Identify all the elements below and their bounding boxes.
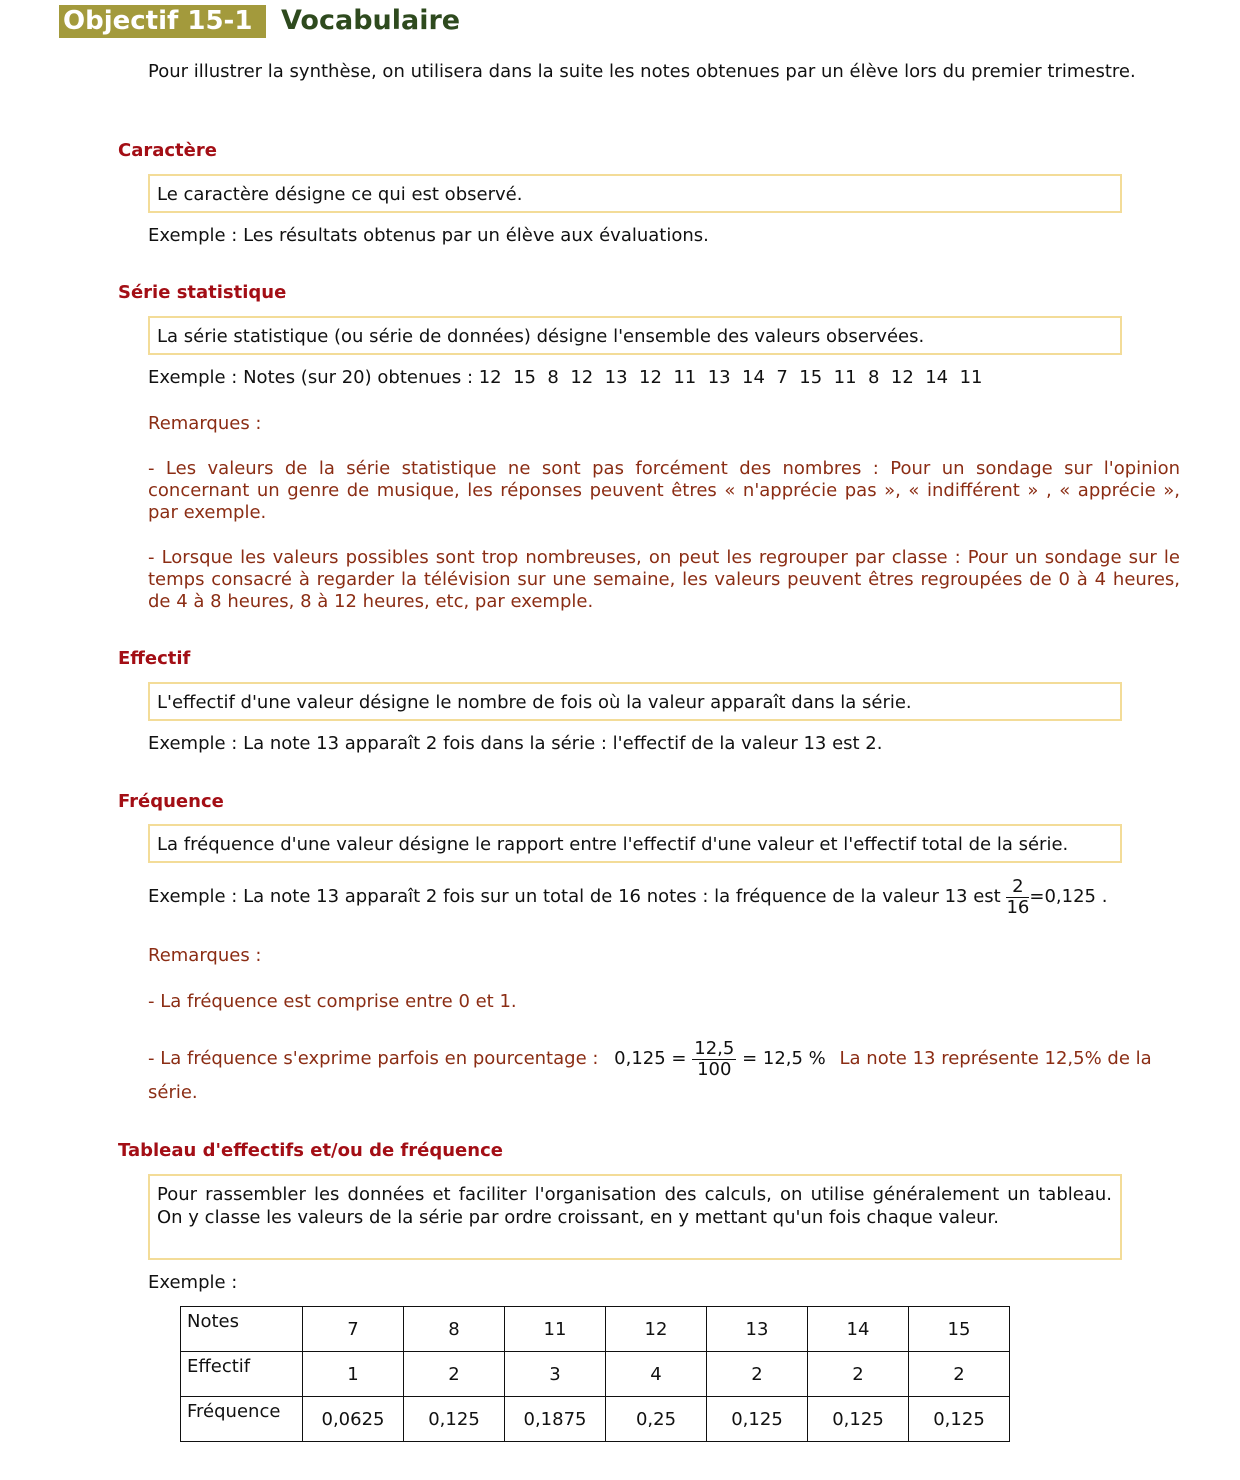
table-row-notes [181, 1307, 1010, 1352]
table-cell: 15 [909, 1307, 1010, 1352]
tableau-definition-box [148, 1174, 1122, 1260]
table-cell: 4 [606, 1352, 707, 1397]
frequence-definition-box [148, 824, 1122, 863]
fraction-denominator: 100 [697, 1058, 732, 1080]
tableau-example: Exemple : [148, 1272, 238, 1293]
fraction-12-5-100 [692, 1039, 736, 1080]
tableau-definition: Pour rassembler les données et faciliter l'organisation des calculs, on utilise généralement un tableau. On y classe les valeurs de la série par ordre croissant, en y mettant qu'un fois chaque valeur. [157, 1184, 1112, 1228]
serie-remark-2: - Lorsque les valeurs possibles sont trop nombreuses, on peut les regrouper par classe : Pour un sondage sur le temps consacré à regarder la télévision sur une semaine, les valeurs peuvent êtres regroupées de 0 à 4 heures, de 4 à 8 heures, 8 à 12 heures, etc, par exemple. [148, 547, 1180, 612]
frequence-remark-1: - La fréquence est comprise entre 0 et 1. [148, 991, 517, 1012]
table-cell: 0,25 [606, 1397, 707, 1442]
row-header: Effectif [181, 1352, 303, 1397]
intro-paragraph: Pour illustrer la synthèse, on utilisera dans la suite les notes obtenues par un élève lors du premier trimestre. [148, 61, 1136, 82]
frequence-remark-2-end: série. [148, 1082, 198, 1103]
table-cell: 3 [505, 1352, 606, 1397]
fraction-numerator: 2 [1006, 877, 1029, 898]
tableau-heading: Tableau d'effectifs et/ou de fréquence [118, 1140, 503, 1161]
serie-heading: Série statistique [118, 282, 287, 303]
table-cell: 14 [808, 1307, 909, 1352]
table-cell: 2 [404, 1352, 505, 1397]
effectif-example: Exemple : La note 13 apparaît 2 fois dans la série : l'effectif de la valeur 13 est 2. [148, 733, 883, 754]
row-header: Fréquence [181, 1397, 303, 1442]
fraction-2-16 [1006, 877, 1029, 918]
table-cell: 13 [707, 1307, 808, 1352]
table-cell: 0,0625 [303, 1397, 404, 1442]
frequence-remark-2-tail: La note 13 représente 12,5% de la [839, 1048, 1152, 1069]
frequence-remark-2 [148, 1036, 1152, 1082]
table-cell: 0,125 [707, 1397, 808, 1442]
frequence-definition: La fréquence d'une valeur désigne le rapport entre l'effectif d'une valeur et l'effectif total de la série. [157, 834, 1069, 855]
caractere-definition-box [148, 174, 1122, 213]
frequence-example [148, 873, 1107, 921]
table-cell: 12 [606, 1307, 707, 1352]
objective-badge: Objectif 15-1 [59, 5, 266, 38]
frequence-heading: Fréquence [118, 791, 224, 812]
frequence-example-end: . [1101, 886, 1108, 907]
serie-definition-box [148, 316, 1122, 355]
fraction-numerator: 12,5 [694, 1037, 735, 1059]
caractere-definition: Le caractère désigne ce qui est observé. [157, 184, 523, 205]
table-cell: 7 [303, 1307, 404, 1352]
table-cell: 1 [303, 1352, 404, 1397]
equation-rhs: = 12,5 % [742, 1048, 826, 1069]
serie-remarks-title: Remarques : [148, 413, 262, 434]
frequence-remarks-title: Remarques : [148, 945, 262, 966]
table-cell: 11 [505, 1307, 606, 1352]
serie-remark-1: - Les valeurs de la série statistique ne sont pas forcément des nombres : Pour un sondage sur l'opinion concernant un genre de musique, les réponses peuvent êtres « n'apprécie pas », « indifférent » , « apprécie », par exemple. [148, 458, 1180, 523]
table-cell: 2 [707, 1352, 808, 1397]
table-row-frequence [181, 1397, 1010, 1442]
page-title: Vocabulaire [281, 5, 461, 36]
frequence-example-result: =0,125 [1029, 886, 1096, 907]
table-cell: 0,1875 [505, 1397, 606, 1442]
table-cell: 0,125 [909, 1397, 1010, 1442]
percent-equation [614, 1037, 826, 1080]
effectifs-frequence-table [180, 1306, 1010, 1442]
frequence-example-text: Exemple : La note 13 apparaît 2 fois sur un total de 16 notes : la fréquence de la valeur 13 est [148, 886, 1001, 907]
frequence-remark-2-text: - La fréquence s'exprime parfois en pourcentage : [148, 1048, 599, 1069]
row-header: Notes [181, 1307, 303, 1352]
serie-example: Exemple : Notes (sur 20) obtenues : 12 15 8 12 13 12 11 13 14 7 15 11 8 12 14 11 [148, 367, 983, 388]
caractere-heading: Caractère [118, 140, 217, 161]
equation-lhs: 0,125 = [614, 1048, 687, 1069]
effectif-heading: Effectif [118, 648, 191, 669]
table-row-effectif [181, 1352, 1010, 1397]
table-cell: 0,125 [404, 1397, 505, 1442]
effectif-definition-box [148, 682, 1122, 721]
caractere-example: Exemple : Les résultats obtenus par un élève aux évaluations. [148, 225, 709, 246]
fraction-denominator: 16 [1006, 896, 1030, 918]
table-cell: 0,125 [808, 1397, 909, 1442]
effectif-definition: L'effectif d'une valeur désigne le nombre de fois où la valeur apparaît dans la série. [157, 692, 912, 713]
table-cell: 2 [808, 1352, 909, 1397]
table-cell: 8 [404, 1307, 505, 1352]
serie-definition: La série statistique (ou série de données) désigne l'ensemble des valeurs observées. [157, 326, 925, 347]
table-cell: 2 [909, 1352, 1010, 1397]
